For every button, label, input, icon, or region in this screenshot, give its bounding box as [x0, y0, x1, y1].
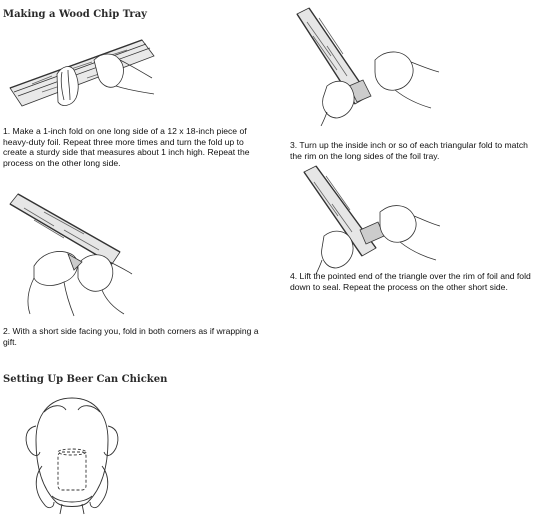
step-3-text: 3. Turn up the inside inch or so of each triangular fold to match the rim on the long sides of the foil tray. — [290, 140, 528, 161]
heading-beer-can-chicken: Setting Up Beer Can Chicken — [3, 374, 168, 385]
step-4-text: 4. Lift the pointed end of the triangle over the rim of foil and fold down to seal. Repeat the process on the other short side. — [290, 271, 531, 292]
foil-fold-corners-illustration — [4, 190, 134, 320]
beer-can-chicken-illustration — [22, 392, 122, 516]
foil-turn-up-inside-illustration — [291, 6, 441, 126]
step-1-text: 1. Make a 1-inch fold on one long side of a 12 x 18-inch piece of heavy-duty foil. Repeat three more times and turn the fold up to create a sturdy side that measures about 1 inch high. Repeat the process on the other long side. — [3, 126, 250, 168]
foil-fold-long-side-illustration — [2, 26, 162, 110]
foil-seal-triangle-illustration — [300, 164, 440, 274]
heading-wood-chip-tray: Making a Wood Chip Tray — [3, 9, 147, 20]
step-2-text: 2. With a short side facing you, fold in both corners as if wrapping a gift. — [3, 326, 259, 347]
